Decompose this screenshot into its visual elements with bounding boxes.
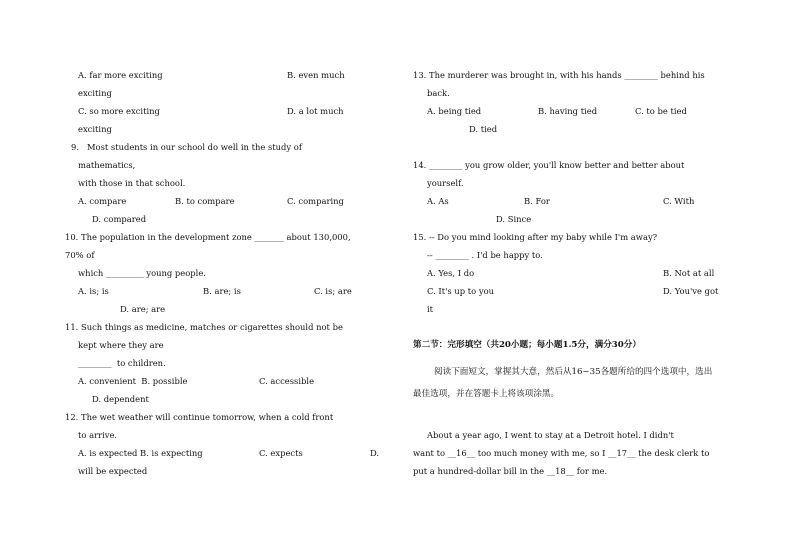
passage-line3: put a hundred-dollar bill in the __18__ for me. <box>413 466 608 476</box>
q10-stem-line3: which _________ young people. <box>78 268 206 278</box>
q13-option-d: D. tied <box>469 124 498 134</box>
section-2-title: 第二节：完形填空（共20小题；每小题1.5分，满分30分） <box>413 340 641 350</box>
q15-option-d: D. You've got <box>663 286 719 296</box>
q11-option-d: D. dependent <box>92 394 149 404</box>
q12-option-c: C. expects <box>259 448 303 458</box>
q11-option-a-b: A. convenient B. possible <box>78 376 188 386</box>
q8-option-d-continuation: exciting <box>78 124 112 134</box>
q15-stem-line2: -- ________ . I'd be happy to. <box>427 250 543 260</box>
q14-option-c: C. With <box>663 196 695 206</box>
q11-stem-line1: 11. Such things as medicine, matches or cigarettes should not be <box>65 322 343 332</box>
q8-option-c: C. so more exciting <box>78 106 160 116</box>
q9-stem-line2: mathematics, <box>78 160 136 170</box>
q11-stem-line2: kept where they are <box>78 340 164 350</box>
q12-option-d-text: will be expected <box>78 466 148 476</box>
q12-stem-line2: to arrive. <box>78 430 118 440</box>
q15-option-c: C. It's up to you <box>427 286 495 296</box>
q8-option-b: B. even much <box>287 70 345 80</box>
q13-stem-line2: back. <box>427 88 450 98</box>
q9-option-c: C. comparing <box>287 196 344 206</box>
q9-option-b: B. to compare <box>175 196 235 206</box>
q8-option-d: D. a lot much <box>287 106 344 116</box>
q9-option-a: A. compare <box>78 196 127 206</box>
q14-stem-line1: 14. ________ you grow older, you'll know better and better about <box>413 160 685 170</box>
q8-option-b-continuation: exciting <box>78 88 112 98</box>
q14-option-a: A. As <box>427 196 449 206</box>
q15-option-a: A. Yes, I do <box>427 268 475 278</box>
q12-option-d-label: D. <box>370 448 380 458</box>
q9-stem-line3: with those in that school. <box>78 178 186 188</box>
passage-line2: want to __16__ too much money with me, so I __17__ the desk clerk to <box>413 448 710 458</box>
section-2-instruction-line2: 最佳选项，并在答题卡上将该项涂黑。 <box>413 389 560 399</box>
q10-option-c: C. is; are <box>314 286 352 296</box>
section-2-instruction-line1: 阅读下面短文，掌握其大意，然后从16~35各题所给的四个选项中，选出 <box>434 367 713 377</box>
q8-option-a: A. far more exciting <box>78 70 163 80</box>
q10-option-d: D. are; are <box>120 304 166 314</box>
q11-stem-line3: ________ to children. <box>78 358 166 368</box>
q10-option-b: B. are; is <box>203 286 241 296</box>
q15-stem-line1: 15. -- Do you mind looking after my baby while I'm away? <box>413 232 658 242</box>
q13-stem-line1: 13. The murderer was brought in, with his hands ________ behind his <box>413 70 705 80</box>
q10-option-a: A. is; is <box>78 286 109 296</box>
q11-option-c: C. accessible <box>259 376 315 386</box>
q14-option-d: D. Since <box>496 214 532 224</box>
q10-stem-line2: 70% of <box>65 250 95 260</box>
q14-option-b: B. For <box>524 196 550 206</box>
passage-line1: About a year ago, I went to stay at a Detroit hotel. I didn't <box>427 430 674 440</box>
q13-option-c: C. to be tied <box>635 106 687 116</box>
q13-option-a: A. being tied <box>427 106 482 116</box>
q10-stem-line1: 10. The population in the development zone _______ about 130,000, <box>65 232 351 242</box>
q9-option-d: D. compared <box>92 214 147 224</box>
q12-option-a-b: A. is expected B. is expecting <box>78 448 203 458</box>
q13-option-b: B. having tied <box>538 106 598 116</box>
q14-stem-line2: yourself. <box>427 178 464 188</box>
q15-option-d-continuation: it <box>427 304 434 314</box>
q9-stem-line1: 9. Most students in our school do well in the study of <box>71 142 302 152</box>
q15-option-b: B. Not at all <box>663 268 715 278</box>
q12-stem-line1: 12. The wet weather will continue tomorrow, when a cold front <box>65 412 334 422</box>
